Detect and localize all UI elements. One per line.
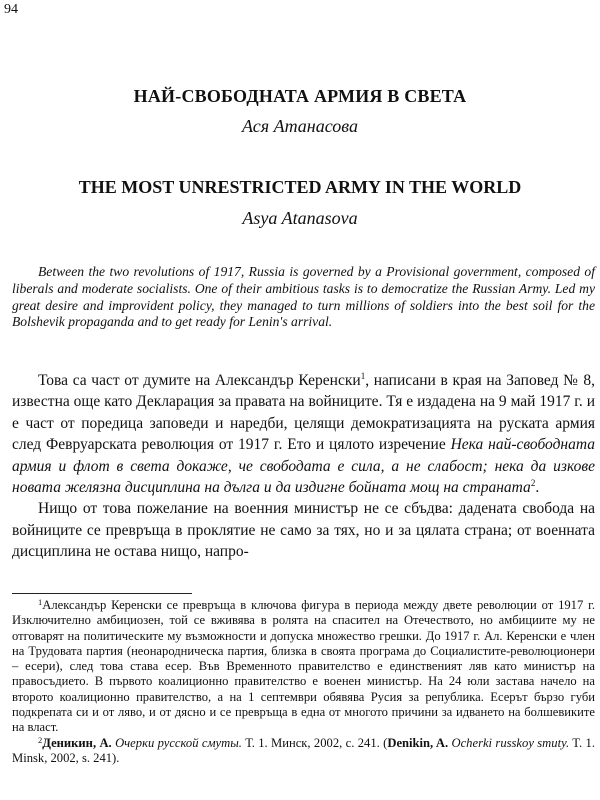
body-text-segment: , написани в края на Заповед № 8, известна още като Декларация за правата на войниците. Тя е издадена на 9 май 1917 г. и е част от поредица заповеди и наредби, целящи демократизацията на руската армия след Февруарската революция от 1917 г. Ето и цялото изречение: [12, 372, 595, 454]
body-text-segment: .: [535, 479, 540, 497]
author-name-bulgarian: Ася Атанасова: [242, 116, 358, 136]
footnote-number-1: 1: [38, 597, 43, 607]
abstract: Between the two revolutions of 1917, Russia is governed by a Provisional government, composed of liberals and moderate socialists. One of their ambitious tasks is to democratize the Russian Army. Led my great desire and improvident policy, they managed to turn millions of soldiers into the best soil for the Bolshevik propaganda and to get ready for Lenin's arrival.: [12, 264, 595, 330]
body-paragraph-1: [12, 370, 595, 498]
footnote-text-1: Александър Керенски се превръща в ключова фигура в периода между двете революции от 1917 г. Изключително амбициозен, той се вживява в ролята на спасител на Отечеството, но амбициите му не отговарят на политическите му възможности и допуска множество грешки. До 1917 г. Ал. Керенски е член на Трудовата партия (неонародническа партия, близка в своята програма до Социалистите-революционери – есери), след това става есер. Във Временното правителство е единственият ляв като министър на правосъдието. В първото коалиционно правителство е военен министър. На 24 юли застава начело на второто коалиционно правителство, а на 1 септември обявява Русия за република. Есерът бързо губи подкрепата си и от ляво, и от дясно и се превръща в една от многото причини за идването на болшевиките на власт.: [12, 598, 595, 735]
body-text-segment: Това са част от думите на Александър Керенски: [38, 372, 361, 389]
footnote-citation-end: T. 1. Minsk, 2002, s. 241).: [12, 735, 595, 765]
footnote-ref-2[interactable]: 2: [530, 478, 536, 489]
footnote-title-latin: Ocherki russkoy smuty.: [451, 735, 570, 750]
footnotes: [12, 598, 595, 766]
footnote-separator: [12, 593, 192, 594]
kerensky-quote: Нека най-свободната армия и флот в света докаже, че свободата е сила, а не слабост; нека да изкове новата желязна дисциплина на дълга и да издигне бойната мощ на страната: [12, 436, 595, 497]
page-number: 94: [4, 2, 18, 17]
article-title-english: THE MOST UNRESTRICTED ARMY IN THE WORLD: [78, 177, 522, 197]
footnote-citation-mid: Т. 1. Минск, 2002, с. 241. (: [241, 735, 388, 750]
footnote-number-2: 2: [38, 734, 43, 745]
footnote-author-latin: Denikin, A.: [387, 735, 449, 750]
footnote-author-cyrillic: Деникин, А.: [42, 735, 112, 750]
footnote-ref-1[interactable]: 1: [360, 371, 366, 381]
article-title-bulgarian: НАЙ-СВОБОДНАТА АРМИЯ В СВЕТА: [133, 86, 467, 106]
body-paragraph-2: Нищо от това пожелание на военния министър не се сбъдва: дадената свобода на войниците се превръща в проклятие не само за тях, но и за цялата страна; от военната дисциплина не остава нищо, напро-: [12, 500, 595, 561]
body-text: [12, 370, 595, 563]
footnote-title-cyrillic: Очерки русской смуты.: [115, 735, 242, 750]
footnote-2: [12, 736, 595, 767]
author-name-english: Asya Atanasova: [242, 208, 358, 228]
footnote-1: [12, 598, 595, 736]
